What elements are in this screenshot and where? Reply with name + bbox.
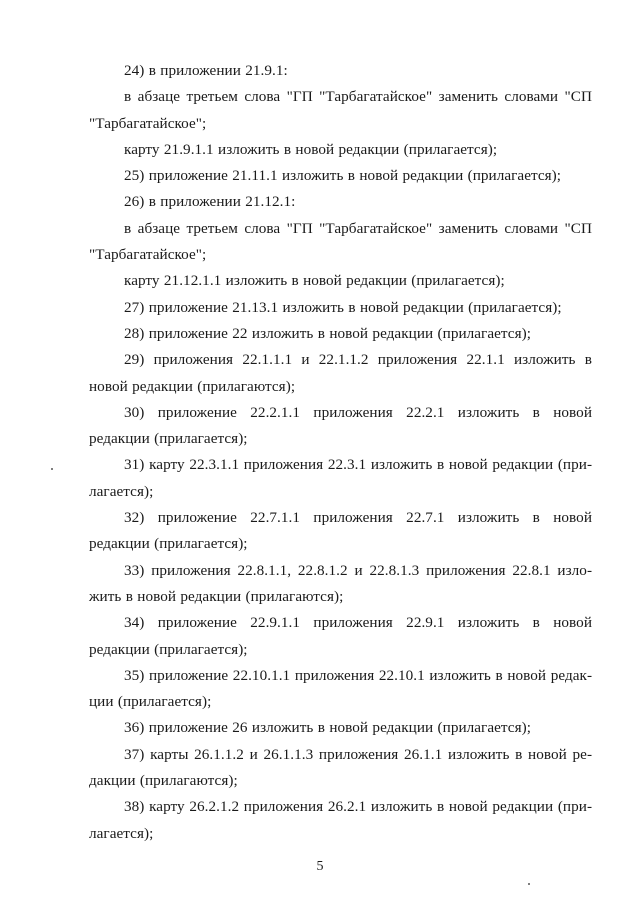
paragraph-item-26: 26) в приложении 21.12.1: xyxy=(124,193,296,211)
paragraph-item-33: 33) приложения 22.8.1.1, 22.8.1.2 и 22.8.1.3 приложения 22.8.1 изложить в новой редакции (прилагаются); xyxy=(89,561,592,605)
paragraph-item-26-abzac: в абзаце третьем слова "ГП "Тарбагатайское" заменить словами "СП "Тарбагатайское"; xyxy=(89,219,592,264)
paragraph-item-26-map: карту 21.12.1.1 изложить в новой редакции (прилагается); xyxy=(124,272,505,290)
paragraph-item-31: 31) карту 22.3.1.1 приложения 22.3.1 изложить в новой редакции (прилагается); xyxy=(89,456,592,500)
page-number: 5 xyxy=(316,859,324,874)
paragraph-item-24-map: карту 21.9.1.1 изложить в новой редакции (прилагается); xyxy=(124,140,498,158)
paragraph-item-28: 28) приложение 22 изложить в новой редакции (прилагается); xyxy=(124,324,531,342)
paragraph-item-35: 35) приложение 22.10.1.1 приложения 22.10.1 изложить в новой редакции (прилагается); xyxy=(89,666,592,711)
scan-speck xyxy=(51,468,53,470)
paragraph-item-38: 38) карту 26.2.1.2 приложения 26.2.1 изложить в новой редакции (прилагается); xyxy=(89,798,592,842)
paragraph-item-24-abzac: в абзаце третьем слова "ГП "Тарбагатайское" заменить словами "СП "Тарбагатайское"; xyxy=(89,88,592,132)
document-body xyxy=(89,58,592,847)
paragraph-item-36: 36) приложение 26 изложить в новой редакции (прилагается); xyxy=(124,719,531,737)
paragraph-item-27: 27) приложение 21.13.1 изложить в новой редакции (прилагается); xyxy=(124,298,562,316)
paragraph-item-34: 34) приложение 22.9.1.1 приложения 22.9.1 изложить в новой редакции (прилагается); xyxy=(89,614,592,658)
paragraph-item-24: 24) в приложении 21.9.1: xyxy=(124,62,288,79)
paragraph-item-25: 25) приложение 21.11.1 изложить в новой редакции (прилагается); xyxy=(124,167,562,185)
paragraph-item-32: 32) приложение 22.7.1.1 приложения 22.7.1 изложить в новой редакции (прилагается); xyxy=(89,509,592,553)
paragraph-item-37: 37) карты 26.1.1.2 и 26.1.1.3 приложения 26.1.1 изложить в новой редакции (прилагаются); xyxy=(89,745,592,790)
paragraph-item-30: 30) приложение 22.2.1.1 приложения 22.2.1 изложить в новой редакции (прилагается); xyxy=(89,403,592,448)
paragraph-item-29: 29) приложения 22.1.1.1 и 22.1.1.2 приложения 22.1.1 изложить в новой редакции (прилагаются); xyxy=(89,351,592,395)
scan-speck xyxy=(528,883,530,885)
